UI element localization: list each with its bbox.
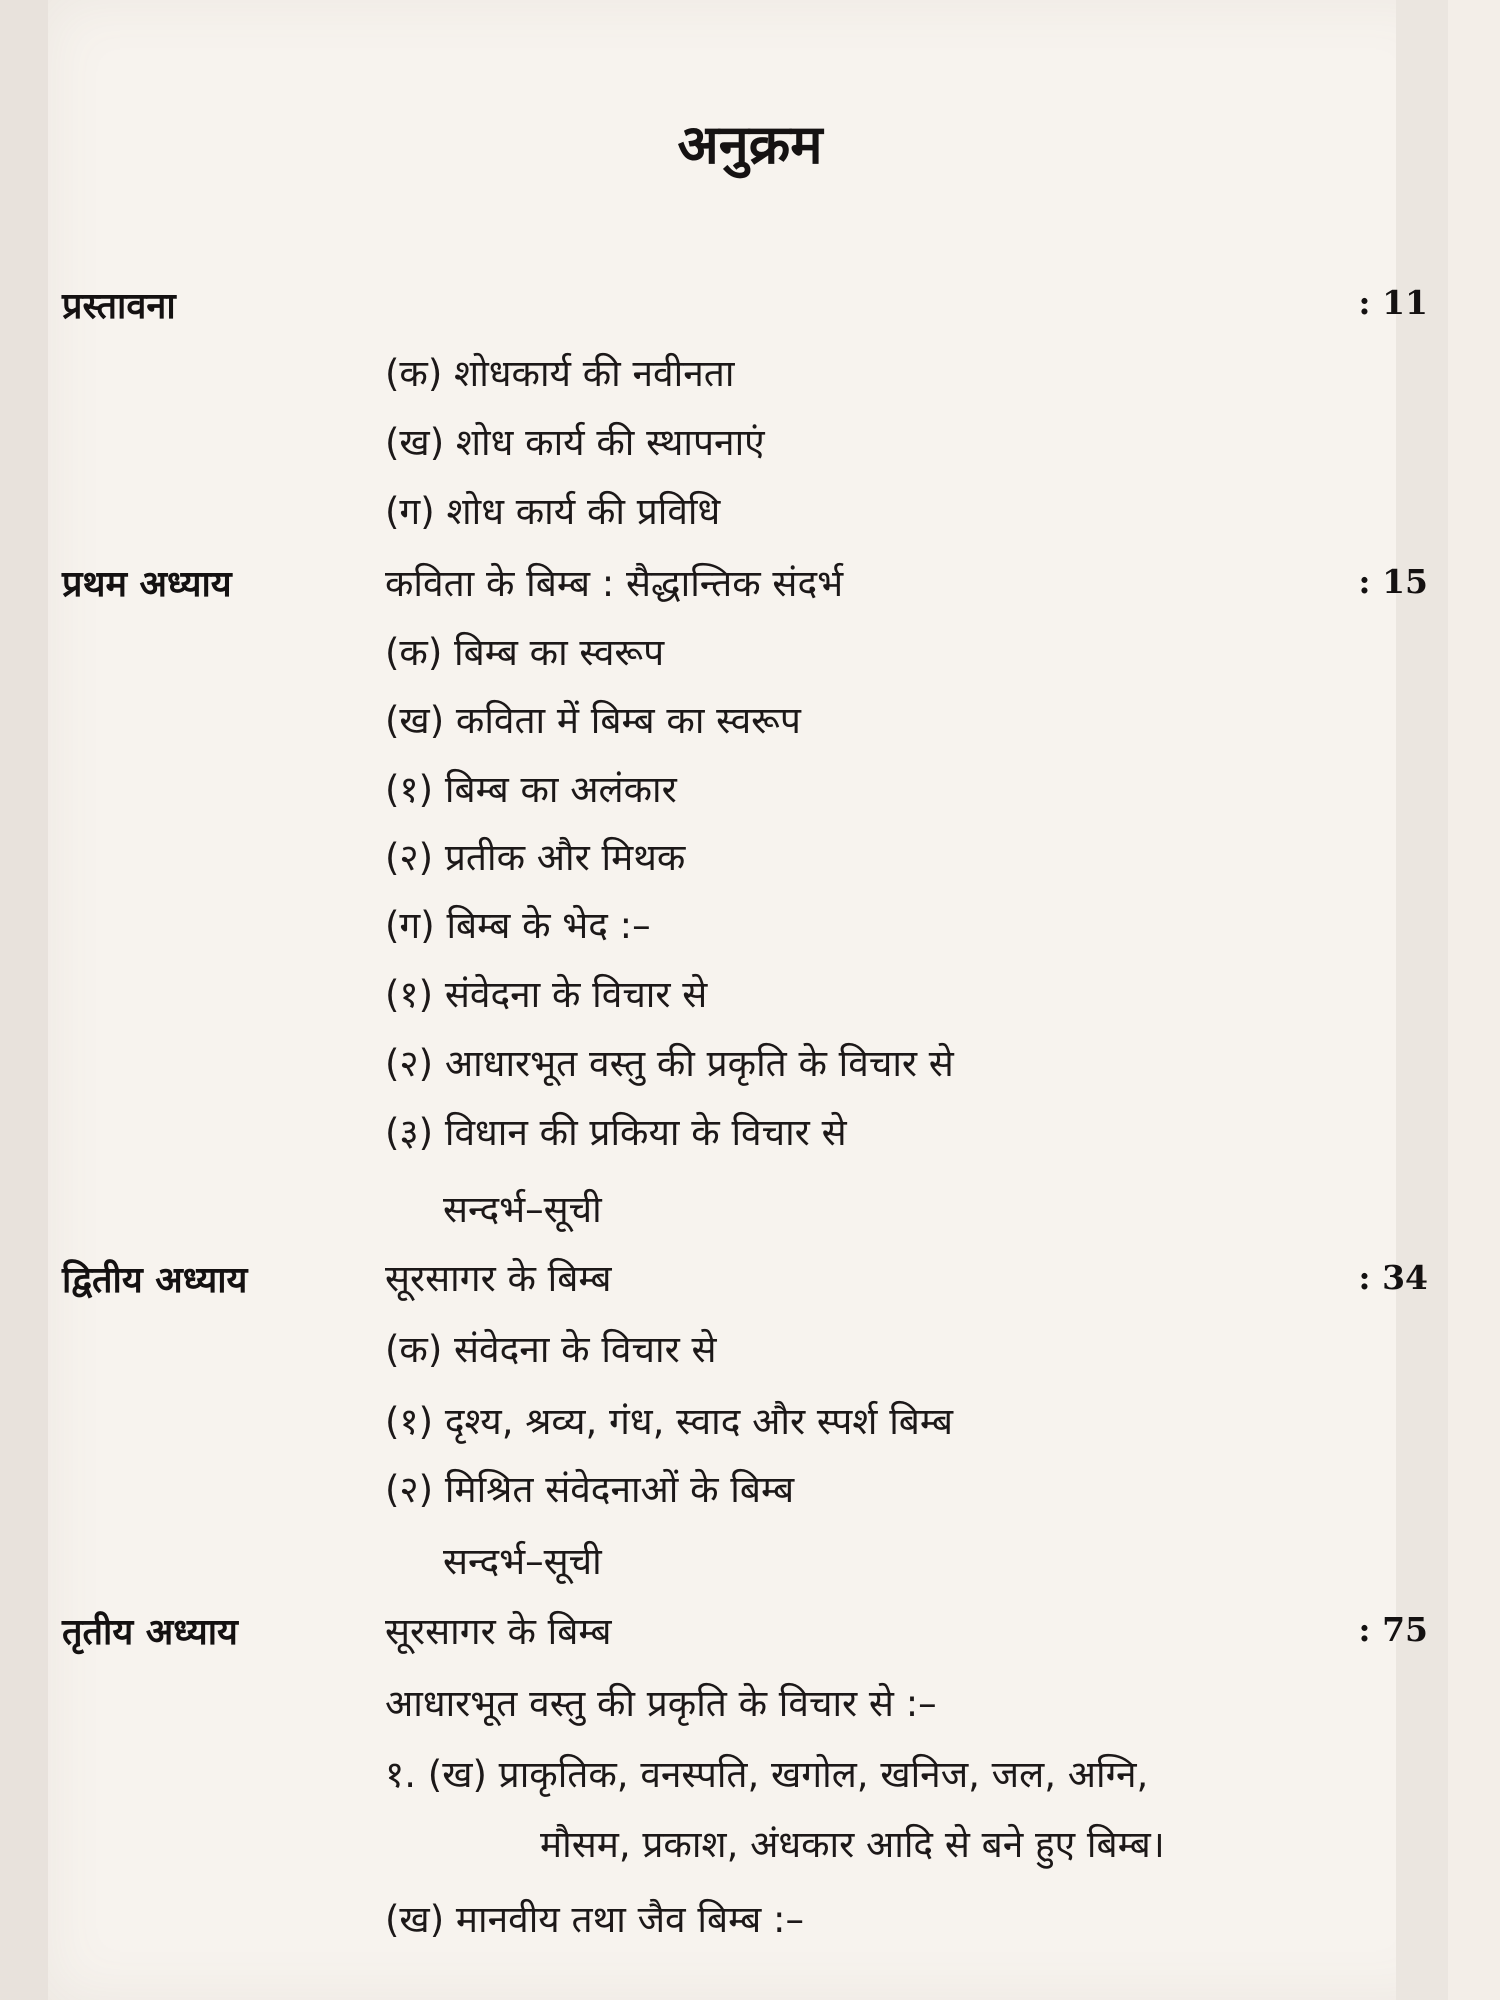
page-title: अनुक्रम	[677, 113, 823, 176]
chapter-heading-first: कविता के बिम्ब : सैद्धान्तिक संदर्भ	[385, 562, 844, 605]
toc-entry: (३) विधान की प्रकिया के विचार से	[385, 1111, 847, 1154]
toc-entry: (ख) कविता में बिम्ब का स्वरूप	[385, 699, 801, 742]
toc-entry: (क) बिम्ब का स्वरूप	[385, 631, 665, 674]
toc-entry: (ग) शोध कार्य की प्रविधि	[385, 490, 721, 533]
page-number-first: : 15	[1358, 562, 1428, 601]
toc-entry: (क) शोधकार्य की नवीनता	[385, 352, 735, 395]
toc-entry: (१) बिम्ब का अलंकार	[385, 768, 677, 811]
page-number-intro: : 11	[1358, 283, 1428, 322]
toc-entry: (ख) शोध कार्य की स्थापनाएं	[385, 421, 765, 464]
toc-entry: (ख) मानवीय तथा जैव बिम्ब :–	[385, 1898, 804, 1941]
chapter-heading-third: सूरसागर के बिम्ब	[385, 1610, 612, 1653]
chapter-label-first: प्रथम अध्याय	[62, 564, 232, 605]
chapter-label-second: द्वितीय अध्याय	[62, 1260, 248, 1301]
chapter-label-intro: प्रस्तावना	[62, 286, 176, 327]
page-number-third: : 75	[1358, 1610, 1428, 1649]
toc-entry-references: सन्दर्भ–सूची	[443, 1540, 602, 1583]
toc-entry-references: सन्दर्भ–सूची	[443, 1188, 602, 1231]
toc-entry: (२) मिश्रित संवेदनाओं के बिम्ब	[385, 1468, 795, 1511]
page-number-second: : 34	[1358, 1258, 1428, 1297]
toc-entry: (२) प्रतीक और मिथक	[385, 836, 686, 879]
toc-entry: (२) आधारभूत वस्तु की प्रकृति के विचार से	[385, 1042, 954, 1085]
toc-entry: (क) संवेदना के विचार से	[385, 1328, 717, 1371]
chapter-label-third: तृतीय अध्याय	[62, 1612, 238, 1653]
page-gutter-left	[0, 0, 48, 2000]
toc-entry: (ग) बिम्ब के भेद :–	[385, 904, 651, 947]
toc-entry: १. (ख) प्राकृतिक, वनस्पति, खगोल, खनिज, जल, अग्नि,	[385, 1753, 1149, 1796]
toc-entry: आधारभूत वस्तु की प्रकृति के विचार से :–	[385, 1682, 937, 1725]
toc-entry: (१) दृश्य, श्रव्य, गंध, स्वाद और स्पर्श बिम्ब	[385, 1400, 954, 1443]
chapter-heading-second: सूरसागर के बिम्ब	[385, 1257, 612, 1300]
toc-entry: (१) संवेदना के विचार से	[385, 973, 708, 1016]
toc-entry-continued: मौसम, प्रकाश, अंधकार आदि से बने हुए बिम्ब।	[540, 1823, 1165, 1866]
